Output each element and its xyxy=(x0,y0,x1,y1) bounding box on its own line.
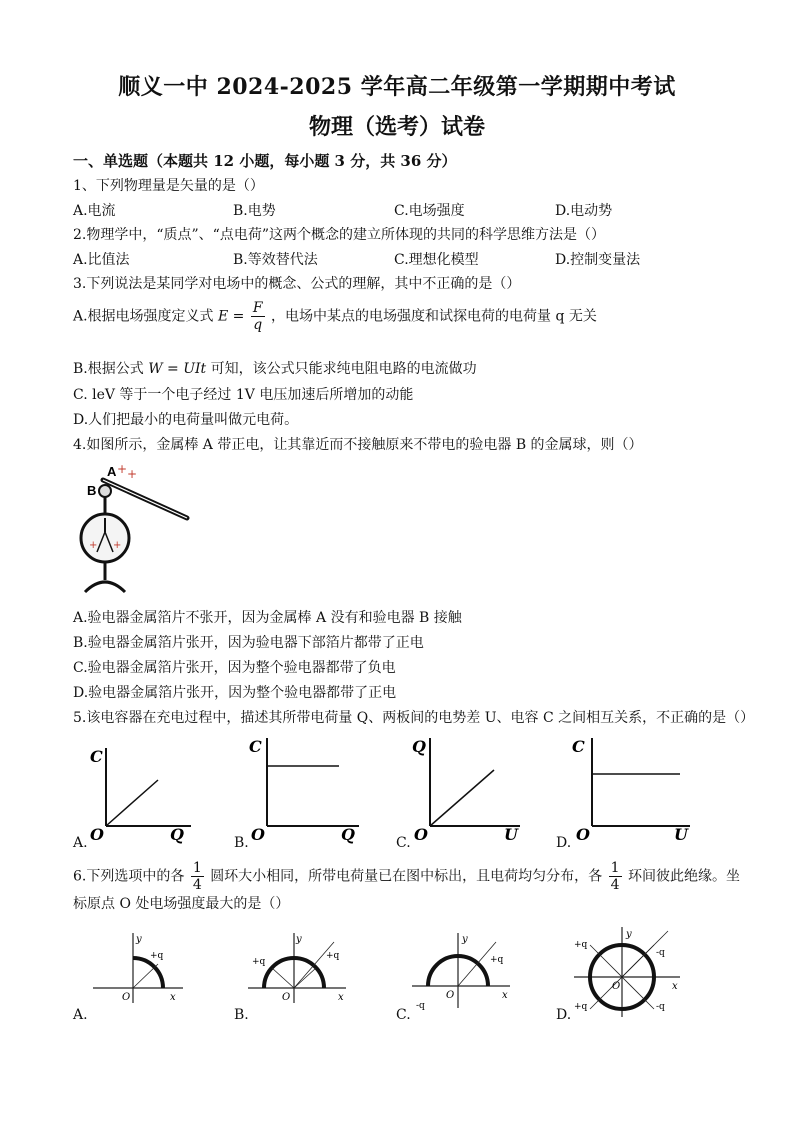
q2-stem: 2.物理学中，“质点”、“点电荷”这两个概念的建立所体现的共同的科学思维方法是（） xyxy=(73,227,605,243)
q4-option-c: C.验电器金属箔片张开，因为整个验电器都带了负电 xyxy=(73,660,396,676)
q6-stem-part1: 6.下列选项中的各 xyxy=(73,868,185,885)
fig-b-radius-2 xyxy=(294,968,316,988)
q5-graph-a xyxy=(86,740,196,845)
metal-rod-highlight xyxy=(103,480,187,518)
q3-a-prefix: A.根据电场强度定义式 xyxy=(73,308,214,325)
foil-plus-icon: + xyxy=(89,540,98,551)
q6-frac-num-2: 1 xyxy=(610,860,620,876)
q4-option-d: D.验电器金属箔片张开，因为整个验电器都带了正电 xyxy=(73,685,397,701)
fig-d-charge-ll: +q xyxy=(574,1002,588,1012)
q6-stem-line1 xyxy=(73,860,740,893)
q1-option-c: C.电场强度 xyxy=(394,203,465,219)
q6-figure-c xyxy=(410,928,515,1013)
q6-figure-b-letter: B. xyxy=(234,1007,249,1023)
fig-a-x-label: x xyxy=(170,992,176,1003)
q6-stem-line2: 标原点 O 处电场强度最大的是（） xyxy=(73,896,290,912)
q1-stem: 1、下列物理量是矢量的是（） xyxy=(73,178,264,194)
q6-stem-part3: 环间彼此绝缘。坐 xyxy=(628,868,741,885)
fig-d-x-label: x xyxy=(672,981,678,992)
exam-title: 顺义一中 2024-2025 学年高二年级第一学期期中考试 xyxy=(118,74,676,100)
q6-figure-d xyxy=(572,925,682,1020)
q3-b-equation: W = UIt xyxy=(148,361,207,377)
q6-figure-b xyxy=(246,928,351,1008)
q3-a-equation: E = xyxy=(218,308,245,325)
graph-a-curve xyxy=(106,780,158,826)
q6-figure-c-letter: C. xyxy=(396,1007,411,1023)
fig-b-charge-left: +q xyxy=(252,957,266,967)
metal-ball-b xyxy=(99,485,111,497)
fig-b-pointer xyxy=(294,942,334,988)
fig-c-charge-left: -q xyxy=(416,1001,425,1011)
graph-c-origin: O xyxy=(414,825,428,844)
section-heading: 一、单选题（本题共 12 小题，每小题 3 分，共 36 分） xyxy=(73,152,457,170)
q3-a-denominator: q xyxy=(253,317,263,333)
q3-option-c: C. leV 等于一个电子经过 1V 电压加速后所增加的动能 xyxy=(73,387,414,403)
fig-c-y-label: y xyxy=(462,934,468,945)
graph-a-origin: O xyxy=(90,825,104,844)
q5-graph-a-letter: A. xyxy=(73,835,88,851)
fig-c-x-label: x xyxy=(502,990,508,1001)
fig-a-origin: O xyxy=(122,992,131,1003)
fig-b-x-label: x xyxy=(338,992,344,1003)
q3-stem: 3.下列说法是某同学对电场中的概念、公式的理解，其中不正确的是（） xyxy=(73,276,521,292)
graph-c-x-label: U xyxy=(504,825,518,844)
graph-c-y-label: Q xyxy=(412,737,426,756)
q6-frac-den-2: 4 xyxy=(610,877,620,893)
q6-fraction-2 xyxy=(609,860,622,893)
fig-d-charge-ur: -q xyxy=(656,948,665,958)
q6-frac-den-1: 4 xyxy=(192,877,202,893)
graph-d-origin: O xyxy=(576,825,590,844)
graph-d-x-label: U xyxy=(674,825,688,844)
fig-d-origin: O xyxy=(612,981,621,992)
q3-a-suffix: ，电场中某点的电场强度和试探电荷的电荷量 q 无关 xyxy=(271,308,597,325)
graph-c-curve xyxy=(430,770,494,826)
q4-option-b: B.验电器金属箔片张开，因为验电器下部箔片都带了正电 xyxy=(73,635,424,651)
fig-b-y-label: y xyxy=(296,934,302,945)
label-a: A xyxy=(107,464,117,479)
fig-d-charge-lr: -q xyxy=(656,1002,665,1012)
q5-graph-b-letter: B. xyxy=(234,835,249,851)
rod-plus-icon: + xyxy=(117,462,128,476)
q4-stem: 4.如图所示，金属棒 A 带正电，让其靠近而不接触原来不带电的验电器 B 的金属球，则（） xyxy=(73,437,643,453)
q6-stem-part2: 圆环大小相同，所带电荷量已在图中标出，且电荷均匀分布，各 xyxy=(210,868,603,885)
q6-frac-num-1: 1 xyxy=(192,860,202,876)
q3-option-b xyxy=(73,358,477,378)
q3-a-fraction xyxy=(251,300,265,333)
fig-b-radius-1 xyxy=(272,968,294,988)
electroscope-figure xyxy=(75,460,205,598)
graph-b-x-label: Q xyxy=(341,825,355,844)
graph-b-origin: O xyxy=(251,825,265,844)
exam-subtitle: 物理（选考）试卷 xyxy=(308,114,485,140)
q2-option-b: B.等效替代法 xyxy=(233,252,318,268)
fig-a-charge-label: +q xyxy=(150,951,164,961)
graph-a-y-label: C xyxy=(90,747,103,766)
q1-option-a: A.电流 xyxy=(73,203,116,219)
q2-option-c: C.理想化模型 xyxy=(394,252,479,268)
q3-a-numerator: F xyxy=(252,300,263,316)
fig-a-radius xyxy=(133,964,158,988)
q5-graph-c-letter: C. xyxy=(396,835,411,851)
q4-option-a: A.验电器金属箔片不张开，因为金属棒 A 没有和验电器 B 接触 xyxy=(73,610,462,626)
label-b: B xyxy=(87,483,97,498)
q5-stem: 5.该电容器在充电过程中，描述其所带电荷量 Q、两板间的电势差 U、电容 C 之间相互关系，不正确的是（） xyxy=(73,710,755,726)
q6-figure-d-letter: D. xyxy=(556,1007,572,1023)
q3-b-suffix: 可知，该公式只能求纯电阻电路的电流做功 xyxy=(210,361,477,377)
graph-b-y-label: C xyxy=(249,737,262,756)
q3-option-d: D.人们把最小的电荷量叫做元电荷。 xyxy=(73,412,299,428)
q5-graph-d-letter: D. xyxy=(556,835,572,851)
q1-option-b: B.电势 xyxy=(233,203,276,219)
q6-figure-a-letter: A. xyxy=(73,1007,88,1023)
q5-graph-b xyxy=(247,730,362,845)
fig-b-origin: O xyxy=(282,992,291,1003)
fig-b-charge-right: +q xyxy=(326,951,340,961)
fig-a-y-label: y xyxy=(136,934,142,945)
fig-c-origin: O xyxy=(446,990,455,1001)
rod-plus-icon-2: + xyxy=(127,467,138,481)
q2-option-a: A.比值法 xyxy=(73,252,130,268)
graph-a-x-label: Q xyxy=(170,825,184,844)
q2-option-d: D.控制变量法 xyxy=(555,252,641,268)
q6-fraction-1 xyxy=(191,860,204,893)
q3-option-a xyxy=(73,300,597,333)
q5-graph-c xyxy=(408,730,523,845)
q3-b-prefix: B.根据公式 xyxy=(73,361,144,377)
fig-d-y-label: y xyxy=(626,929,632,940)
q1-option-d: D.电动势 xyxy=(555,203,613,219)
q6-figure-a xyxy=(88,928,188,1008)
graph-d-y-label: C xyxy=(572,737,585,756)
fig-c-charge-right: +q xyxy=(490,955,504,965)
foil-plus-icon-2: + xyxy=(113,540,122,551)
fig-d-charge-ul: +q xyxy=(574,940,588,950)
q5-graph-d xyxy=(570,730,695,845)
stand-base xyxy=(85,582,125,592)
